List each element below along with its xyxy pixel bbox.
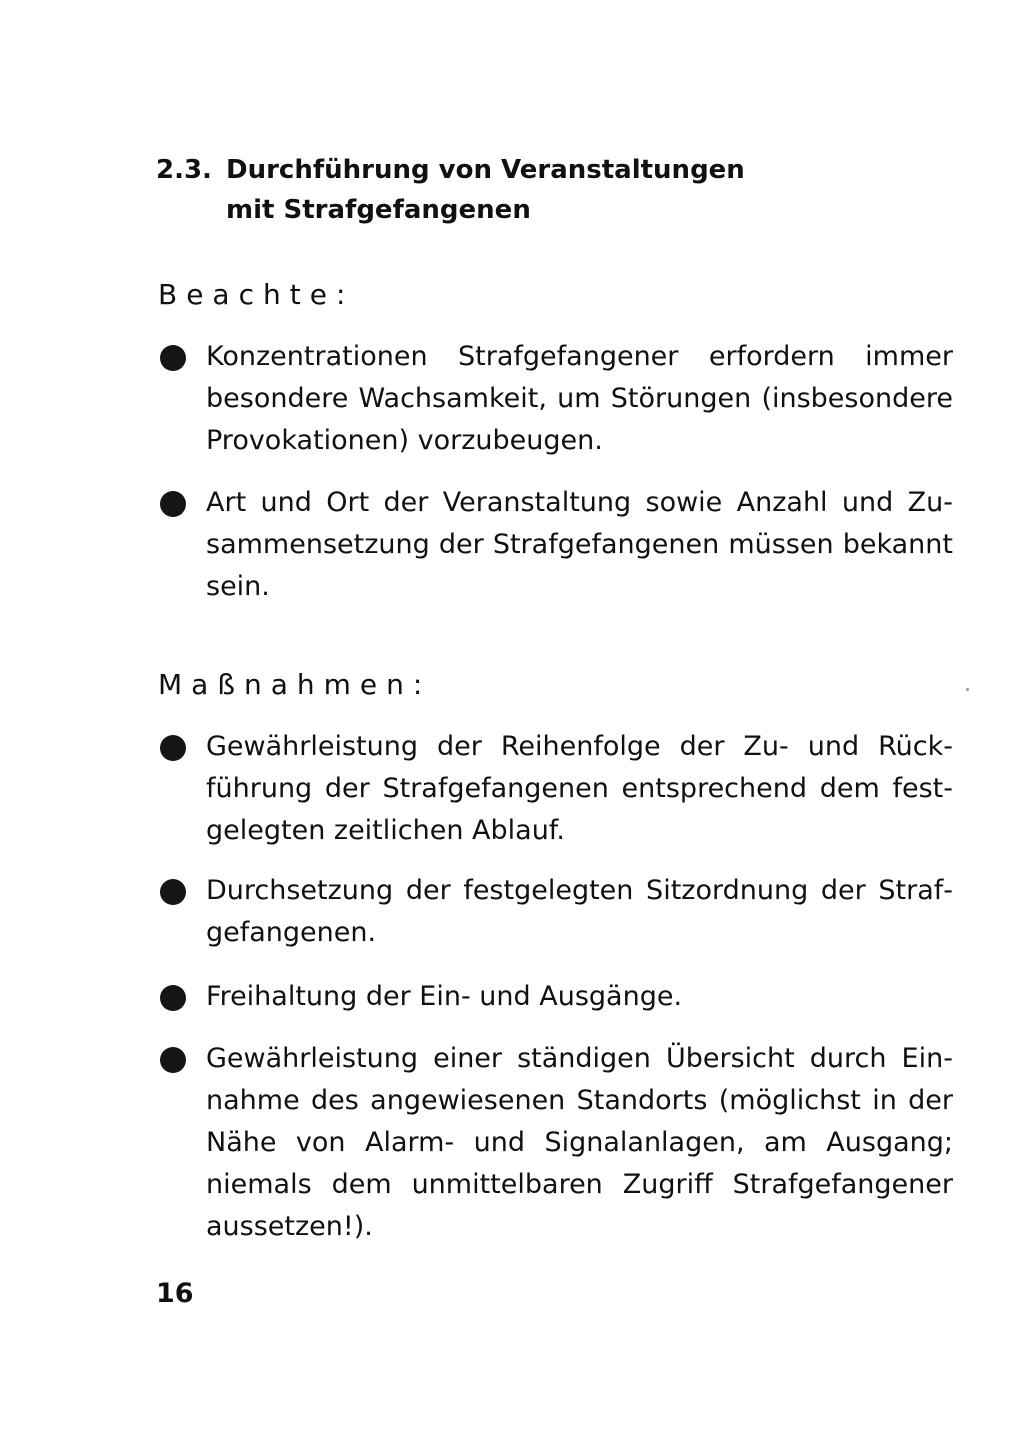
- bullet-icon: [160, 1047, 186, 1073]
- list-item: [158, 976, 953, 1018]
- list-item-text: Konzentrationen Strafgefangener erfordern immer besondere Wachsamkeit, um Störungen (insbesondere Provokationen) vorzubeugen.: [206, 341, 953, 456]
- bullet-icon: [160, 985, 186, 1011]
- list-item: [158, 482, 953, 608]
- section-title-line2: mit Strafgefangenen: [226, 195, 531, 225]
- list-item-text: Gewährleistung der Reihenfolge der Zu- und Rückführung der Strafgefangenen entsprechend dem festgelegten zeitlichen Ablauf.: [206, 731, 953, 846]
- section-title-line1: Durchführung von Veranstaltungen: [226, 155, 745, 185]
- bullet-icon: [160, 491, 186, 517]
- list-item-text: Durchsetzung der festgelegten Sitzordnung der Strafgefangenen.: [206, 875, 953, 948]
- section-heading: [156, 150, 856, 230]
- massnahmen-label: Maßnahmen:: [158, 668, 432, 701]
- list-item-text: Freihaltung der Ein- und Ausgänge.: [206, 981, 683, 1012]
- page-number: 16: [156, 1278, 194, 1309]
- list-item: [158, 1038, 953, 1248]
- list-item: [158, 336, 953, 462]
- bullet-icon: [160, 879, 186, 905]
- bullet-icon: [160, 345, 186, 371]
- scan-speck: [966, 688, 969, 691]
- beachte-label: Beachte:: [158, 278, 355, 311]
- bullet-icon: [160, 735, 186, 761]
- section-number: 2.3.: [156, 155, 212, 185]
- list-item-text: Gewährleistung einer ständigen Übersicht durch Einnahme des angewiesenen Standorts (möglichst in der Nähe von Alarm- und Signalanlagen, am Ausgang; niemals dem unmittelbaren Zugriff Strafgefangener aussetzen!).: [206, 1043, 953, 1242]
- list-item: [158, 726, 953, 852]
- list-item: [158, 870, 953, 954]
- list-item-text: Art und Ort der Veranstaltung sowie Anzahl und Zusammensetzung der Strafgefangenen müssen bekannt sein.: [206, 487, 953, 602]
